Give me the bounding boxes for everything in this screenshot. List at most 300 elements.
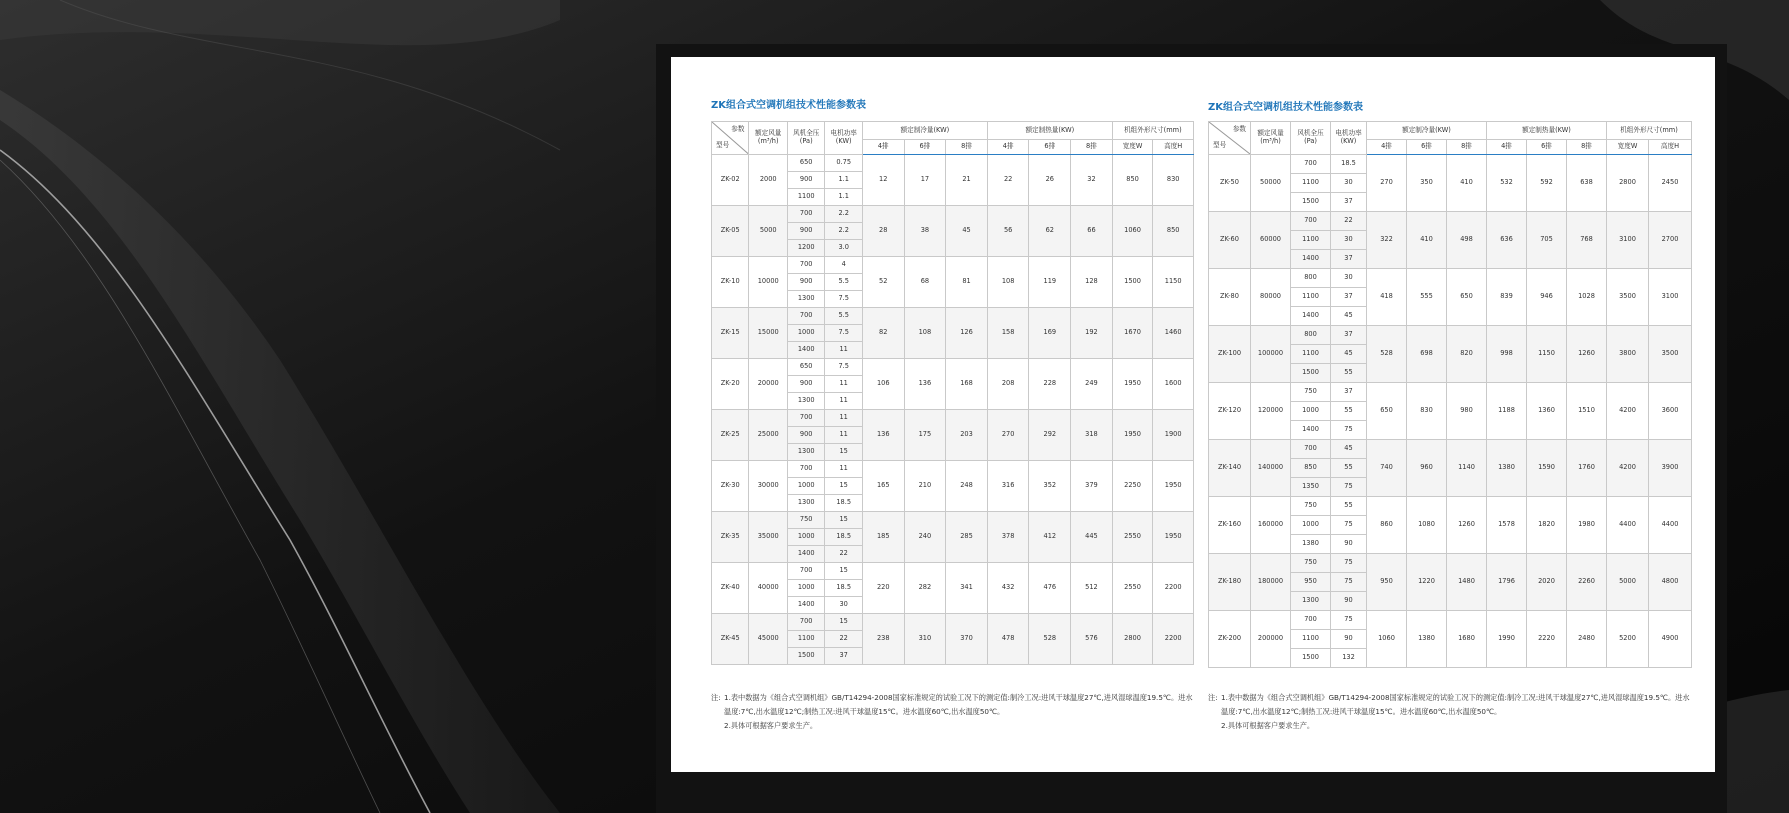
cooling-cell: 820 <box>1447 326 1487 383</box>
heating-cell: 592 <box>1527 155 1567 212</box>
cooling-cell: 28 <box>862 206 904 257</box>
power-cell: 5.5 <box>825 274 862 291</box>
table-row <box>1209 440 1692 459</box>
note-2: 2.具体可根据客户要求生产。 <box>724 721 818 730</box>
cooling-cell: 410 <box>1447 155 1487 212</box>
power-cell: 75 <box>1331 478 1367 497</box>
heating-cell: 1820 <box>1527 497 1567 554</box>
power-cell: 22 <box>825 631 862 648</box>
model-cell: ZK-05 <box>712 206 749 257</box>
pressure-cell: 950 <box>1291 573 1331 592</box>
header-model: 型号 <box>716 141 730 150</box>
cooling-cell: 185 <box>862 512 904 563</box>
airflow-cell: 25000 <box>749 410 788 461</box>
pressure-cell: 900 <box>787 376 824 393</box>
pressure-cell: 1500 <box>787 648 824 665</box>
heating-cell: 998 <box>1487 326 1527 383</box>
cooling-cell: 650 <box>1367 383 1407 440</box>
cooling-cell: 650 <box>1447 269 1487 326</box>
model-cell: ZK-35 <box>712 512 749 563</box>
heating-cell: 1260 <box>1567 326 1607 383</box>
table-row <box>1209 497 1692 516</box>
header-height: 高度H <box>1153 140 1194 155</box>
airflow-cell: 15000 <box>749 308 788 359</box>
heating-cell: 316 <box>987 461 1029 512</box>
header-pressure: 风机全压 (Pa) <box>787 122 824 155</box>
heating-cell: 1578 <box>1487 497 1527 554</box>
heating-cell: 1796 <box>1487 554 1527 611</box>
header-cooling-8: 8排 <box>946 140 988 155</box>
cooling-cell: 106 <box>862 359 904 410</box>
height-cell: 1600 <box>1153 359 1194 410</box>
pressure-cell: 900 <box>787 274 824 291</box>
power-cell: 7.5 <box>825 325 862 342</box>
cooling-cell: 1260 <box>1447 497 1487 554</box>
power-cell: 11 <box>825 410 862 427</box>
heating-cell: 576 <box>1071 614 1113 665</box>
header-heating: 额定制热量(KW) <box>987 122 1112 140</box>
pressure-cell: 700 <box>787 308 824 325</box>
pressure-cell: 900 <box>787 223 824 240</box>
power-cell: 18.5 <box>825 580 862 597</box>
cooling-cell: 21 <box>946 155 988 206</box>
footnotes <box>1208 691 1691 733</box>
cooling-cell: 136 <box>904 359 946 410</box>
power-cell: 2.2 <box>825 206 862 223</box>
width-cell: 3800 <box>1607 326 1649 383</box>
power-cell: 15 <box>825 614 862 631</box>
power-cell: 0.75 <box>825 155 862 172</box>
heating-cell: 119 <box>1029 257 1071 308</box>
heating-cell: 249 <box>1071 359 1113 410</box>
model-cell: ZK-02 <box>712 155 749 206</box>
width-cell: 2550 <box>1112 512 1153 563</box>
height-cell: 830 <box>1153 155 1194 206</box>
cooling-cell: 270 <box>1367 155 1407 212</box>
header-cooling: 额定制冷量(KW) <box>862 122 987 140</box>
power-cell: 37 <box>1331 383 1367 402</box>
cooling-cell: 45 <box>946 206 988 257</box>
pressure-cell: 750 <box>787 512 824 529</box>
table-row <box>712 614 1194 631</box>
power-cell: 1.1 <box>825 172 862 189</box>
width-cell: 2550 <box>1112 563 1153 614</box>
model-cell: ZK-25 <box>712 410 749 461</box>
width-cell: 2800 <box>1607 155 1649 212</box>
width-cell: 1950 <box>1112 410 1153 461</box>
panel-title: ZK组合式空调机组技术性能参数表 <box>1208 102 1363 113</box>
heating-cell: 1028 <box>1567 269 1607 326</box>
cooling-cell: 1220 <box>1407 554 1447 611</box>
heating-cell: 292 <box>1029 410 1071 461</box>
cooling-cell: 418 <box>1367 269 1407 326</box>
header-param-model <box>712 122 749 155</box>
model-cell: ZK-20 <box>712 359 749 410</box>
airflow-cell: 35000 <box>749 512 788 563</box>
cooling-cell: 282 <box>904 563 946 614</box>
table-row <box>1209 383 1692 402</box>
pressure-cell: 1100 <box>1291 231 1331 250</box>
table-row <box>1209 611 1692 630</box>
table-row <box>712 155 1194 172</box>
heating-cell: 169 <box>1029 308 1071 359</box>
header-heating-4: 4排 <box>1487 140 1527 155</box>
header-param: 参数 <box>731 125 745 133</box>
power-cell: 90 <box>1331 535 1367 554</box>
notes-label: 注: <box>711 693 721 702</box>
airflow-cell: 140000 <box>1251 440 1291 497</box>
cooling-cell: 410 <box>1407 212 1447 269</box>
height-cell: 3500 <box>1649 326 1692 383</box>
power-cell: 18.5 <box>1331 155 1367 174</box>
cooling-cell: 17 <box>904 155 946 206</box>
cooling-cell: 322 <box>1367 212 1407 269</box>
table-row <box>712 512 1194 529</box>
heating-cell: 318 <box>1071 410 1113 461</box>
power-cell: 30 <box>825 597 862 614</box>
cooling-cell: 203 <box>946 410 988 461</box>
power-cell: 90 <box>1331 630 1367 649</box>
power-cell: 3.0 <box>825 240 862 257</box>
cooling-cell: 698 <box>1407 326 1447 383</box>
power-cell: 37 <box>1331 193 1367 212</box>
cooling-cell: 528 <box>1367 326 1407 383</box>
model-cell: ZK-60 <box>1209 212 1251 269</box>
header-pressure: 风机全压 (Pa) <box>1291 122 1331 155</box>
airflow-cell: 60000 <box>1251 212 1291 269</box>
cooling-cell: 210 <box>904 461 946 512</box>
panel-title: ZK组合式空调机组技术性能参数表 <box>711 100 866 111</box>
heating-cell: 208 <box>987 359 1029 410</box>
heating-cell: 158 <box>987 308 1029 359</box>
table-row <box>1209 326 1692 345</box>
header-airflow: 额定风量 (m³/h) <box>1251 122 1291 155</box>
height-cell: 1150 <box>1153 257 1194 308</box>
pressure-cell: 1100 <box>787 189 824 206</box>
heating-cell: 62 <box>1029 206 1071 257</box>
cooling-cell: 310 <box>904 614 946 665</box>
power-cell: 75 <box>1331 554 1367 573</box>
cooling-cell: 126 <box>946 308 988 359</box>
pressure-cell: 1300 <box>787 495 824 512</box>
table-row <box>712 308 1194 325</box>
cooling-cell: 165 <box>862 461 904 512</box>
width-cell: 5200 <box>1607 611 1649 668</box>
power-cell: 15 <box>825 563 862 580</box>
heating-cell: 1980 <box>1567 497 1607 554</box>
model-cell: ZK-180 <box>1209 554 1251 611</box>
header-model: 型号 <box>1213 141 1227 150</box>
height-cell: 2200 <box>1153 614 1194 665</box>
cooling-cell: 555 <box>1407 269 1447 326</box>
cooling-cell: 1480 <box>1447 554 1487 611</box>
table-row <box>712 563 1194 580</box>
power-cell: 4 <box>825 257 862 274</box>
width-cell: 2250 <box>1112 461 1153 512</box>
width-cell: 1060 <box>1112 206 1153 257</box>
model-cell: ZK-200 <box>1209 611 1251 668</box>
heating-cell: 445 <box>1071 512 1113 563</box>
header-cooling-8: 8排 <box>1447 140 1487 155</box>
heating-cell: 378 <box>987 512 1029 563</box>
power-cell: 18.5 <box>825 529 862 546</box>
airflow-cell: 30000 <box>749 461 788 512</box>
power-cell: 75 <box>1331 421 1367 440</box>
pressure-cell: 750 <box>1291 554 1331 573</box>
spec-sheet <box>671 57 1715 772</box>
power-cell: 11 <box>825 393 862 410</box>
heating-cell: 478 <box>987 614 1029 665</box>
heating-cell: 1760 <box>1567 440 1607 497</box>
cooling-cell: 82 <box>862 308 904 359</box>
cooling-cell: 68 <box>904 257 946 308</box>
height-cell: 2450 <box>1649 155 1692 212</box>
heating-cell: 432 <box>987 563 1029 614</box>
cooling-cell: 1380 <box>1407 611 1447 668</box>
width-cell: 3100 <box>1607 212 1649 269</box>
header-power: 电机功率 (KW) <box>1331 122 1367 155</box>
header-width: 宽度W <box>1112 140 1153 155</box>
power-cell: 45 <box>1331 345 1367 364</box>
power-cell: 11 <box>825 427 862 444</box>
pressure-cell: 1400 <box>787 342 824 359</box>
notes-label: 注: <box>1208 693 1218 702</box>
header-heating-4: 4排 <box>987 140 1029 155</box>
pressure-cell: 1300 <box>1291 592 1331 611</box>
cooling-cell: 350 <box>1407 155 1447 212</box>
pressure-cell: 750 <box>1291 497 1331 516</box>
table-row <box>712 461 1194 478</box>
spec-table <box>711 121 1194 665</box>
cooling-cell: 108 <box>904 308 946 359</box>
header-width: 宽度W <box>1607 140 1649 155</box>
width-cell: 4200 <box>1607 440 1649 497</box>
power-cell: 22 <box>1331 212 1367 231</box>
cooling-cell: 370 <box>946 614 988 665</box>
airflow-cell: 120000 <box>1251 383 1291 440</box>
cooling-cell: 950 <box>1367 554 1407 611</box>
heating-cell: 1150 <box>1527 326 1567 383</box>
pressure-cell: 650 <box>787 155 824 172</box>
power-cell: 132 <box>1331 649 1367 668</box>
power-cell: 11 <box>825 376 862 393</box>
cooling-cell: 1060 <box>1367 611 1407 668</box>
cooling-cell: 12 <box>862 155 904 206</box>
pressure-cell: 700 <box>1291 155 1331 174</box>
power-cell: 11 <box>825 461 862 478</box>
cooling-cell: 175 <box>904 410 946 461</box>
table-row <box>712 206 1194 223</box>
power-cell: 15 <box>825 478 862 495</box>
pressure-cell: 700 <box>787 563 824 580</box>
pressure-cell: 1400 <box>1291 421 1331 440</box>
power-cell: 37 <box>1331 326 1367 345</box>
airflow-cell: 2000 <box>749 155 788 206</box>
height-cell: 3900 <box>1649 440 1692 497</box>
pressure-cell: 900 <box>787 427 824 444</box>
note-2: 2.具体可根据客户要求生产。 <box>1221 721 1315 730</box>
pressure-cell: 1000 <box>1291 402 1331 421</box>
width-cell: 4200 <box>1607 383 1649 440</box>
power-cell: 75 <box>1331 516 1367 535</box>
airflow-cell: 20000 <box>749 359 788 410</box>
power-cell: 30 <box>1331 269 1367 288</box>
header-cooling-6: 6排 <box>1407 140 1447 155</box>
power-cell: 55 <box>1331 364 1367 383</box>
pressure-cell: 1500 <box>1291 364 1331 383</box>
cooling-cell: 1080 <box>1407 497 1447 554</box>
heating-cell: 1510 <box>1567 383 1607 440</box>
height-cell: 1460 <box>1153 308 1194 359</box>
width-cell: 2800 <box>1112 614 1153 665</box>
power-cell: 11 <box>825 342 862 359</box>
pressure-cell: 700 <box>1291 611 1331 630</box>
power-cell: 45 <box>1331 440 1367 459</box>
header-airflow: 额定风量 (m³/h) <box>749 122 788 155</box>
airflow-cell: 100000 <box>1251 326 1291 383</box>
power-cell: 55 <box>1331 497 1367 516</box>
heating-cell: 66 <box>1071 206 1113 257</box>
header-power: 电机功率 (KW) <box>825 122 862 155</box>
pressure-cell: 700 <box>787 614 824 631</box>
cooling-cell: 220 <box>862 563 904 614</box>
pressure-cell: 1100 <box>787 631 824 648</box>
pressure-cell: 1400 <box>1291 250 1331 269</box>
cooling-cell: 341 <box>946 563 988 614</box>
cooling-cell: 168 <box>946 359 988 410</box>
width-cell: 5000 <box>1607 554 1649 611</box>
airflow-cell: 80000 <box>1251 269 1291 326</box>
pressure-cell: 700 <box>787 461 824 478</box>
power-cell: 45 <box>1331 307 1367 326</box>
header-dimensions: 机组外形尺寸(mm) <box>1112 122 1193 140</box>
model-cell: ZK-140 <box>1209 440 1251 497</box>
heating-cell: 2220 <box>1527 611 1567 668</box>
note-1: 1.表中数据为《组合式空调机组》GB/T14294-2008国家标准规定的试验工况下的测定值:制冷工况:进风干球温度27℃,进风湿球温度19.5℃。进水温度:7℃,出水温度12℃;制热工况:进风干球温度15℃。进水温度60℃,出水温度50℃。 <box>724 693 1193 716</box>
power-cell: 7.5 <box>825 291 862 308</box>
height-cell: 4800 <box>1649 554 1692 611</box>
cooling-cell: 52 <box>862 257 904 308</box>
pressure-cell: 700 <box>1291 440 1331 459</box>
pressure-cell: 800 <box>1291 326 1331 345</box>
header-heating-6: 6排 <box>1527 140 1567 155</box>
table-row <box>1209 269 1692 288</box>
heating-cell: 1990 <box>1487 611 1527 668</box>
spec-table-body <box>1209 155 1692 668</box>
power-cell: 1.1 <box>825 189 862 206</box>
heating-cell: 56 <box>987 206 1029 257</box>
heating-cell: 1360 <box>1527 383 1567 440</box>
power-cell: 37 <box>1331 288 1367 307</box>
header-param-model <box>1209 122 1251 155</box>
cooling-cell: 980 <box>1447 383 1487 440</box>
heating-cell: 108 <box>987 257 1029 308</box>
heating-cell: 946 <box>1527 269 1567 326</box>
power-cell: 22 <box>825 546 862 563</box>
heating-cell: 2020 <box>1527 554 1567 611</box>
power-cell: 75 <box>1331 573 1367 592</box>
pressure-cell: 1400 <box>787 597 824 614</box>
power-cell: 55 <box>1331 459 1367 478</box>
heating-cell: 1188 <box>1487 383 1527 440</box>
height-cell: 3100 <box>1649 269 1692 326</box>
note-1: 1.表中数据为《组合式空调机组》GB/T14294-2008国家标准规定的试验工况下的测定值:制冷工况:进风干球温度27℃,进风湿球温度19.5℃。进水温度:7℃,出水温度12℃;制热工况:进风干球温度15℃。进水温度60℃,出水温度50℃。 <box>1221 693 1690 716</box>
pressure-cell: 700 <box>787 410 824 427</box>
pressure-cell: 700 <box>787 257 824 274</box>
cooling-cell: 38 <box>904 206 946 257</box>
power-cell: 30 <box>1331 174 1367 193</box>
model-cell: ZK-100 <box>1209 326 1251 383</box>
table-row <box>712 257 1194 274</box>
pressure-cell: 1000 <box>787 580 824 597</box>
pressure-cell: 1100 <box>1291 630 1331 649</box>
header-heating-8: 8排 <box>1567 140 1607 155</box>
header-cooling-4: 4排 <box>862 140 904 155</box>
cooling-cell: 1680 <box>1447 611 1487 668</box>
airflow-cell: 200000 <box>1251 611 1291 668</box>
table-row <box>1209 212 1692 231</box>
pressure-cell: 1000 <box>787 325 824 342</box>
height-cell: 2700 <box>1649 212 1692 269</box>
pressure-cell: 1350 <box>1291 478 1331 497</box>
cooling-cell: 238 <box>862 614 904 665</box>
pressure-cell: 1100 <box>1291 174 1331 193</box>
height-cell: 2200 <box>1153 563 1194 614</box>
cooling-cell: 240 <box>904 512 946 563</box>
power-cell: 18.5 <box>825 495 862 512</box>
power-cell: 37 <box>1331 250 1367 269</box>
heating-cell: 705 <box>1527 212 1567 269</box>
power-cell: 15 <box>825 444 862 461</box>
heating-cell: 768 <box>1567 212 1607 269</box>
cooling-cell: 830 <box>1407 383 1447 440</box>
table-row <box>1209 554 1692 573</box>
header-heating-6: 6排 <box>1029 140 1071 155</box>
pressure-cell: 1380 <box>1291 535 1331 554</box>
pressure-cell: 1000 <box>787 529 824 546</box>
airflow-cell: 10000 <box>749 257 788 308</box>
airflow-cell: 40000 <box>749 563 788 614</box>
height-cell: 4400 <box>1649 497 1692 554</box>
height-cell: 4900 <box>1649 611 1692 668</box>
airflow-cell: 180000 <box>1251 554 1291 611</box>
heating-cell: 270 <box>987 410 1029 461</box>
header-cooling: 额定制冷量(KW) <box>1367 122 1487 140</box>
height-cell: 1950 <box>1153 512 1194 563</box>
pressure-cell: 1400 <box>787 546 824 563</box>
table-row <box>712 410 1194 427</box>
heating-cell: 192 <box>1071 308 1113 359</box>
pressure-cell: 750 <box>1291 383 1331 402</box>
table-row <box>712 359 1194 376</box>
power-cell: 55 <box>1331 402 1367 421</box>
pressure-cell: 1000 <box>1291 516 1331 535</box>
pressure-cell: 1300 <box>787 393 824 410</box>
width-cell: 850 <box>1112 155 1153 206</box>
model-cell: ZK-40 <box>712 563 749 614</box>
width-cell: 1670 <box>1112 308 1153 359</box>
power-cell: 30 <box>1331 231 1367 250</box>
heating-cell: 2260 <box>1567 554 1607 611</box>
header-cooling-4: 4排 <box>1367 140 1407 155</box>
power-cell: 15 <box>825 512 862 529</box>
airflow-cell: 160000 <box>1251 497 1291 554</box>
model-cell: ZK-160 <box>1209 497 1251 554</box>
pressure-cell: 1200 <box>787 240 824 257</box>
power-cell: 5.5 <box>825 308 862 325</box>
cooling-cell: 498 <box>1447 212 1487 269</box>
table-row <box>1209 155 1692 174</box>
